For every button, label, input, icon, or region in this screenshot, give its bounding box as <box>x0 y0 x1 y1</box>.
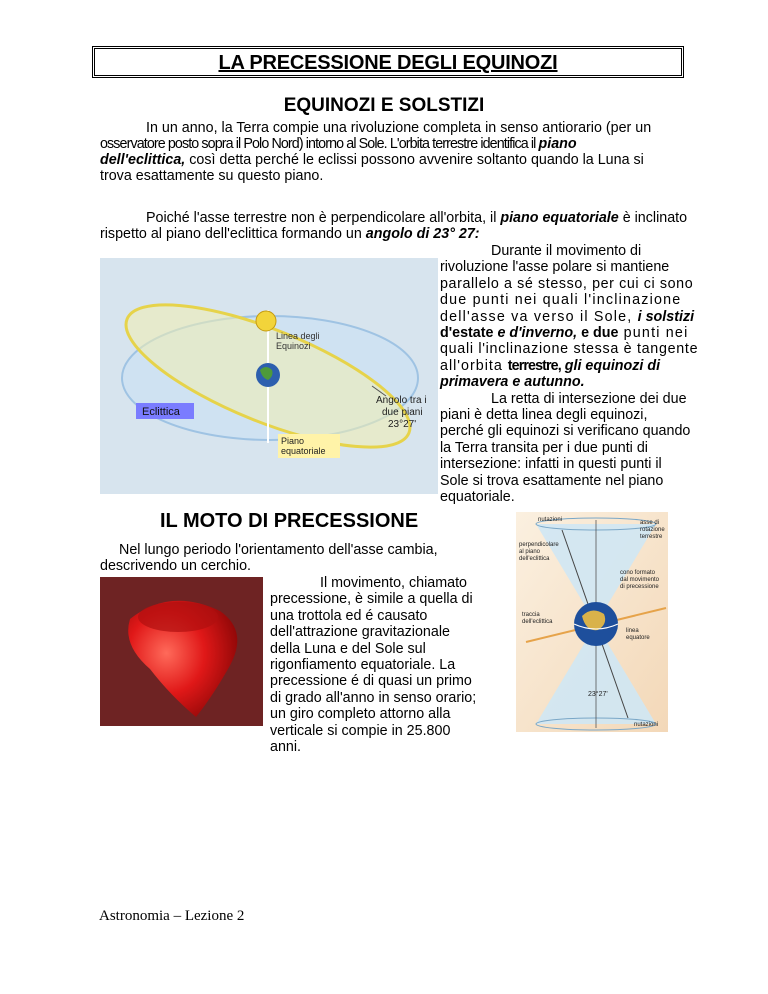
label-cono-1: cono formato <box>620 570 656 576</box>
label-linea-eq-1: linea <box>626 628 639 634</box>
precession-diagram <box>516 512 668 732</box>
label-asse-1: asse di <box>640 520 660 526</box>
label-piano-1: Piano <box>281 436 305 446</box>
label-cono-3: di precessione <box>620 584 659 590</box>
para2-line1: Poiché l'asse terrestre non è perpendicolare all'orbita, il piano equatoriale è inclinato <box>146 210 688 226</box>
label-asse-3: terrestre <box>640 534 663 540</box>
label-linea-eq-2: equatore <box>626 635 650 641</box>
para1-line3: dell'eclittica, così detta perché le eclissi possono avvenire soltanto quando la Luna si <box>100 152 644 168</box>
label-perp-3: dell'eclittica <box>519 556 550 562</box>
section-heading-precessione: IL MOTO DI PRECESSIONE <box>160 510 419 532</box>
right-column-text: Durante il movimento di rivoluzione l'asse polare si mantiene parallelo a sé stesso, per cui ci sono due punti nei quali l'inclinazione dell'asse va verso il Sole, i solstizi d'estate e d'inverno, e due punti nei quali l'inclinazione stessa è tangente all'orbita terrestre, gli equinozi di primavera e autunno. La retta di intersezione dei due piani è detta linea degli equinozi, perché gli equinozi si verificano quando la Terra transita per i due punti di intersezione: infatti in questi punti il Sole si trova esattamente nel piano equatoriale. <box>440 243 699 506</box>
cone-top-rim <box>138 602 218 632</box>
ecliptic-diagram <box>100 258 438 494</box>
red-cone-image <box>100 577 263 726</box>
label-angolo-2: due piani <box>382 407 423 418</box>
para1-line4: trova esattamente su questo piano. <box>100 168 324 184</box>
page-footer: Astronomia – Lezione 2 <box>99 908 245 924</box>
section-heading-equinozi: EQUINOZI E SOLSTIZI <box>283 95 485 116</box>
label-cono-2: dal movimento <box>620 577 660 583</box>
label-linea-2: Equinozi <box>276 341 311 351</box>
label-asse-2: rotazione <box>640 527 665 533</box>
intro-line2: descrivendo un cerchio. <box>100 558 251 574</box>
label-nutazioni-bottom: nutazioni <box>634 722 659 728</box>
label-linea-1: Linea degli <box>276 331 320 341</box>
title-box <box>92 46 684 78</box>
label-traccia-1: traccia <box>522 612 540 618</box>
label-nutazioni-top: nutazioni <box>538 517 563 523</box>
label-perp-2: al piano <box>519 549 541 555</box>
sun-icon <box>256 311 276 331</box>
label-angolo-1: Angolo tra i <box>376 395 427 406</box>
intro-line1: Nel lungo periodo l'orientamento dell'asse cambia, <box>119 542 438 558</box>
page-title: LA PRECESSIONE DEGLI EQUINOZI <box>218 52 558 74</box>
label-perp-1: perpendicolare <box>519 542 559 548</box>
label-angolo-3: 23°27' <box>388 419 417 430</box>
label-eclittica: Eclittica <box>142 406 180 418</box>
precession-body: Il movimento, chiamato precessione, è simile a quella di una trottola ed é causato dell'attrazione gravitazionale della Luna e del Sole sul rigonfiamento equatoriale. La precessione é di quasi un primo di grado all'anno in senso orario; un giro completo attorno alla verticale si compie in 25.800 anni. <box>270 575 477 756</box>
label-angle: 23°27' <box>588 691 608 698</box>
para2-line2: rispetto al piano dell'eclittica formando un angolo di 23° 27: <box>100 226 480 242</box>
label-piano-2: equatoriale <box>281 446 326 456</box>
para1-line1: In un anno, la Terra compie una rivoluzione completa in senso antiorario (per un <box>146 120 652 136</box>
label-traccia-2: dell'eclittica <box>522 619 553 625</box>
para1-line2: osservatore posto sopra il Polo Nord) intorno al Sole. L'orbita terrestre identifica il piano <box>100 136 577 152</box>
